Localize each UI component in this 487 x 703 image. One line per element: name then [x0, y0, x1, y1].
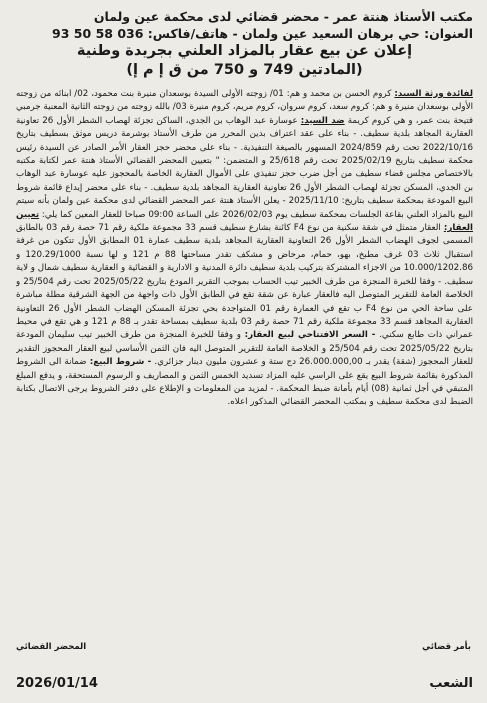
publication-footer — [16, 676, 473, 691]
property-description: العقار متمثل في شقة سكنية من نوع F4 كائنة بشارع سطيف قسم 33 مجموعة ملكية رقم 71 حصة رقم 03 بالطابق المسمى لجوف الهضاب الشطر الأول 26 التعاونية العقارية المجاهد بلدية سطيف عمارة 01 المطابق الأول تتكون من غرفة استقبال ثلاث 03 غرف مطبخ، بهو، حمام، مرحاض و مشكف تقدر مساحتها 88 م 121 و لها نسبة 120.29/1000 و 10.000/1202.86 من الاجزاء المشتركة بتركيب بلدية سطيف دائرة المدنية و الادارية و القضائية و العقارية سطيف شمال و لاية سطيف. - وفقا للخبرة المنجزة من طرف الخبير تيب الحساب بموجب التقرير المودع بتاريخ 2025/05/22 تحت رقم 25/504 و الخلاصة العامة للتقرير المتوصل اليه فالعقار عبارة عن شقة تقع في الطابق الأول ذات واجهة من الجهة الشرقية مطلة مباشرة على ساحة الحي من نوع F4 ب تقع في العمارة رقم 01 المتواجدة بحي تجزئة المسكن الهضاب الشطر الأول 26 التعاونية العقارية المجاهد قسم 33 مجموعة ملكية رقم 71 حصة رقم 03 بلدية سطيف بمساحة تقدر بـ 88 م 121 و هي تقع في محيط عمراني ذات طابع سكني. — [16, 223, 473, 341]
newspaper-name: الشعب — [429, 676, 473, 691]
opening-price-label: - السعر الافتتاحي لبيع العقار: — [244, 330, 376, 341]
beneficiary-label: لفائدة ورثة السيد: — [394, 89, 473, 99]
office-address: العنوان: حي برهان السعيد عين ولمان - هاتف/فاكس: 036 58 50 93 — [52, 26, 473, 41]
notice-title: إعلان عن بيع عقار بالمزاد العلني بجريدة وطنية — [76, 43, 413, 59]
signature-row — [16, 642, 471, 652]
notice-body — [16, 88, 473, 636]
sale-terms-text: ضمانة الى الشروط المذكورة بقائمة شروط البيع يقع على الراسي عليه المزاد تسديد الخمس الثمن و المصاريف و الرسوم المستحقة، و يدفع المبلغ المتبقي في أجل ثمانية (08) أيام بأمانة ضبط المحكمة. - لمزيد من المعلومات و الإطلاع على دفتر الشروط يرجى الاتصال بكتابة الضبط لدى محكمة سطيف و بمكتب المحضر القضائي المذكور اعلاه. — [16, 357, 473, 408]
sale-terms-label: - شروط البيع: — [89, 357, 152, 368]
publication-date: 2026/01/14 — [16, 676, 98, 691]
signature-left: المحضر القضائي — [16, 642, 87, 652]
signature-right: بأمر قضائي — [422, 642, 471, 652]
notice-subtitle: (المادتين 749 و 750 من ق إ م إ) — [126, 62, 363, 78]
proceedings-text: عوسارة عبد الوهاب بن الجدي، الساكن تجزئة لهصاب الشطر الأول 26 تعاونية العقارية المجاهد بلدية سطيف. - بناء على عقد اعتراف بدين المحرر من طرف الأستاذ بوشرمة دريس موثق بسطيف بتاريخ 2022/10/16 تحت رقم 2024/859 المسهور بالصيغة التنفيذية. - بناء على محضر حجز العقار الأمر الصادر عن السيدة رئيس محكمة سطيف بتاريخ 2025/02/19 تحت رقم 25/618 و المتضمن: " بتعيين المحضر القضائي الأستاذ هنتة عمر لكتابة مكتبه بالاختصاص مجلس قضاء سطيف من أجل ضرب حجز تنفيذي على الأموال العقارية الخاصة بالمحجوز عليه عوسارة عبد الوهاب بن الجدي، المسكن تجزئة لهصاب الشطر الأول 26 تعاونية العقارية المجاهد بلدية سطيف. - بناء على محضر إيداع قائمة شروط البيع المودعة بمحكمة سطيف بتاريخ: 2025/11/10 - يعلن الأستاذ هنتة عمر المحضر القضائي لدى محكمة عين ولمان بأنه سيتم البيع بالمزاد العلني بقاعة الجلسات بمحكمة سطيف يوم 2026/02/03 على الساعة 09:00 صباحا للعقار المعين كما يلي: — [16, 115, 473, 220]
defendant-label: ضد السيد: — [300, 115, 345, 126]
opening-price-text: و وفقا للخبرة المنجزة من طرف الخبير تيب سليمان المودعة بتاريخ 2025/05/22 تحت رقم 25/504 و الخلاصة العامة للتقرير المتوصل اليه فان الثمن الأساسي لبيع العقار المحجوز التقدير للعقار المحجوز (شقة) يقدر بـ 26.000.000,00 دج ستة و عشرون مليون دينار جزائري. — [16, 330, 473, 368]
beneficiary-text: كروم الحسن بن محمد و هم: 01/ زوجته الأولى السيدة بوسعدان منيرة بنت محمود، 02/ ابنائه من زوجته الأولى بوسعدان منيرة و هم: كروم سعد، كروم سروان، كروم مريم، كروم منيرة 03/ بالله زوجته من زوجته الثانية المعنية جرمبي فتيحة بنت عمر، و هي كروم كريمة — [16, 89, 473, 126]
property-label: تعيين العقار: — [16, 209, 473, 234]
office-name: مكتب الأستاذ هنتة عمر - محضر قضائي لدى محكمة عين ولمان — [93, 9, 473, 24]
